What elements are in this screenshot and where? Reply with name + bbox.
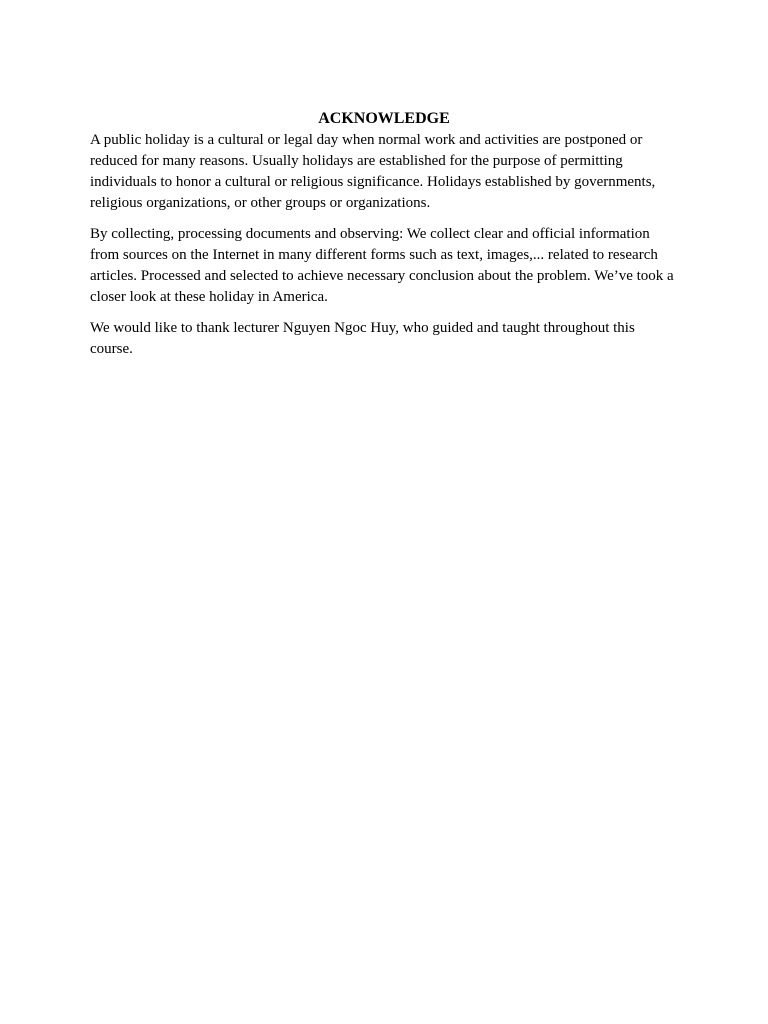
paragraph-thanks: We would like to thank lecturer Nguyen Ngoc Huy, who guided and taught throughout this course. [90, 320, 635, 357]
paragraph-intro: A public holiday is a cultural or legal day when normal work and activities are postponed or reduced for many reasons. Usually holidays are established for the purpose of permitting individuals to honor a cultural or religious significance. Holidays established by governments, religious organizations, or other groups or organizations. [90, 132, 656, 211]
paragraph-method: By collecting, processing documents and observing: We collect clear and official information from sources on the Internet in many different forms such as text, images,... related to research articles. Processed and selected to achieve necessary conclusion about the problem. We’ve took a closer look at these holiday in America. [90, 226, 674, 305]
page-title: ACKNOWLEDGE [318, 110, 450, 127]
document-body [90, 108, 678, 370]
